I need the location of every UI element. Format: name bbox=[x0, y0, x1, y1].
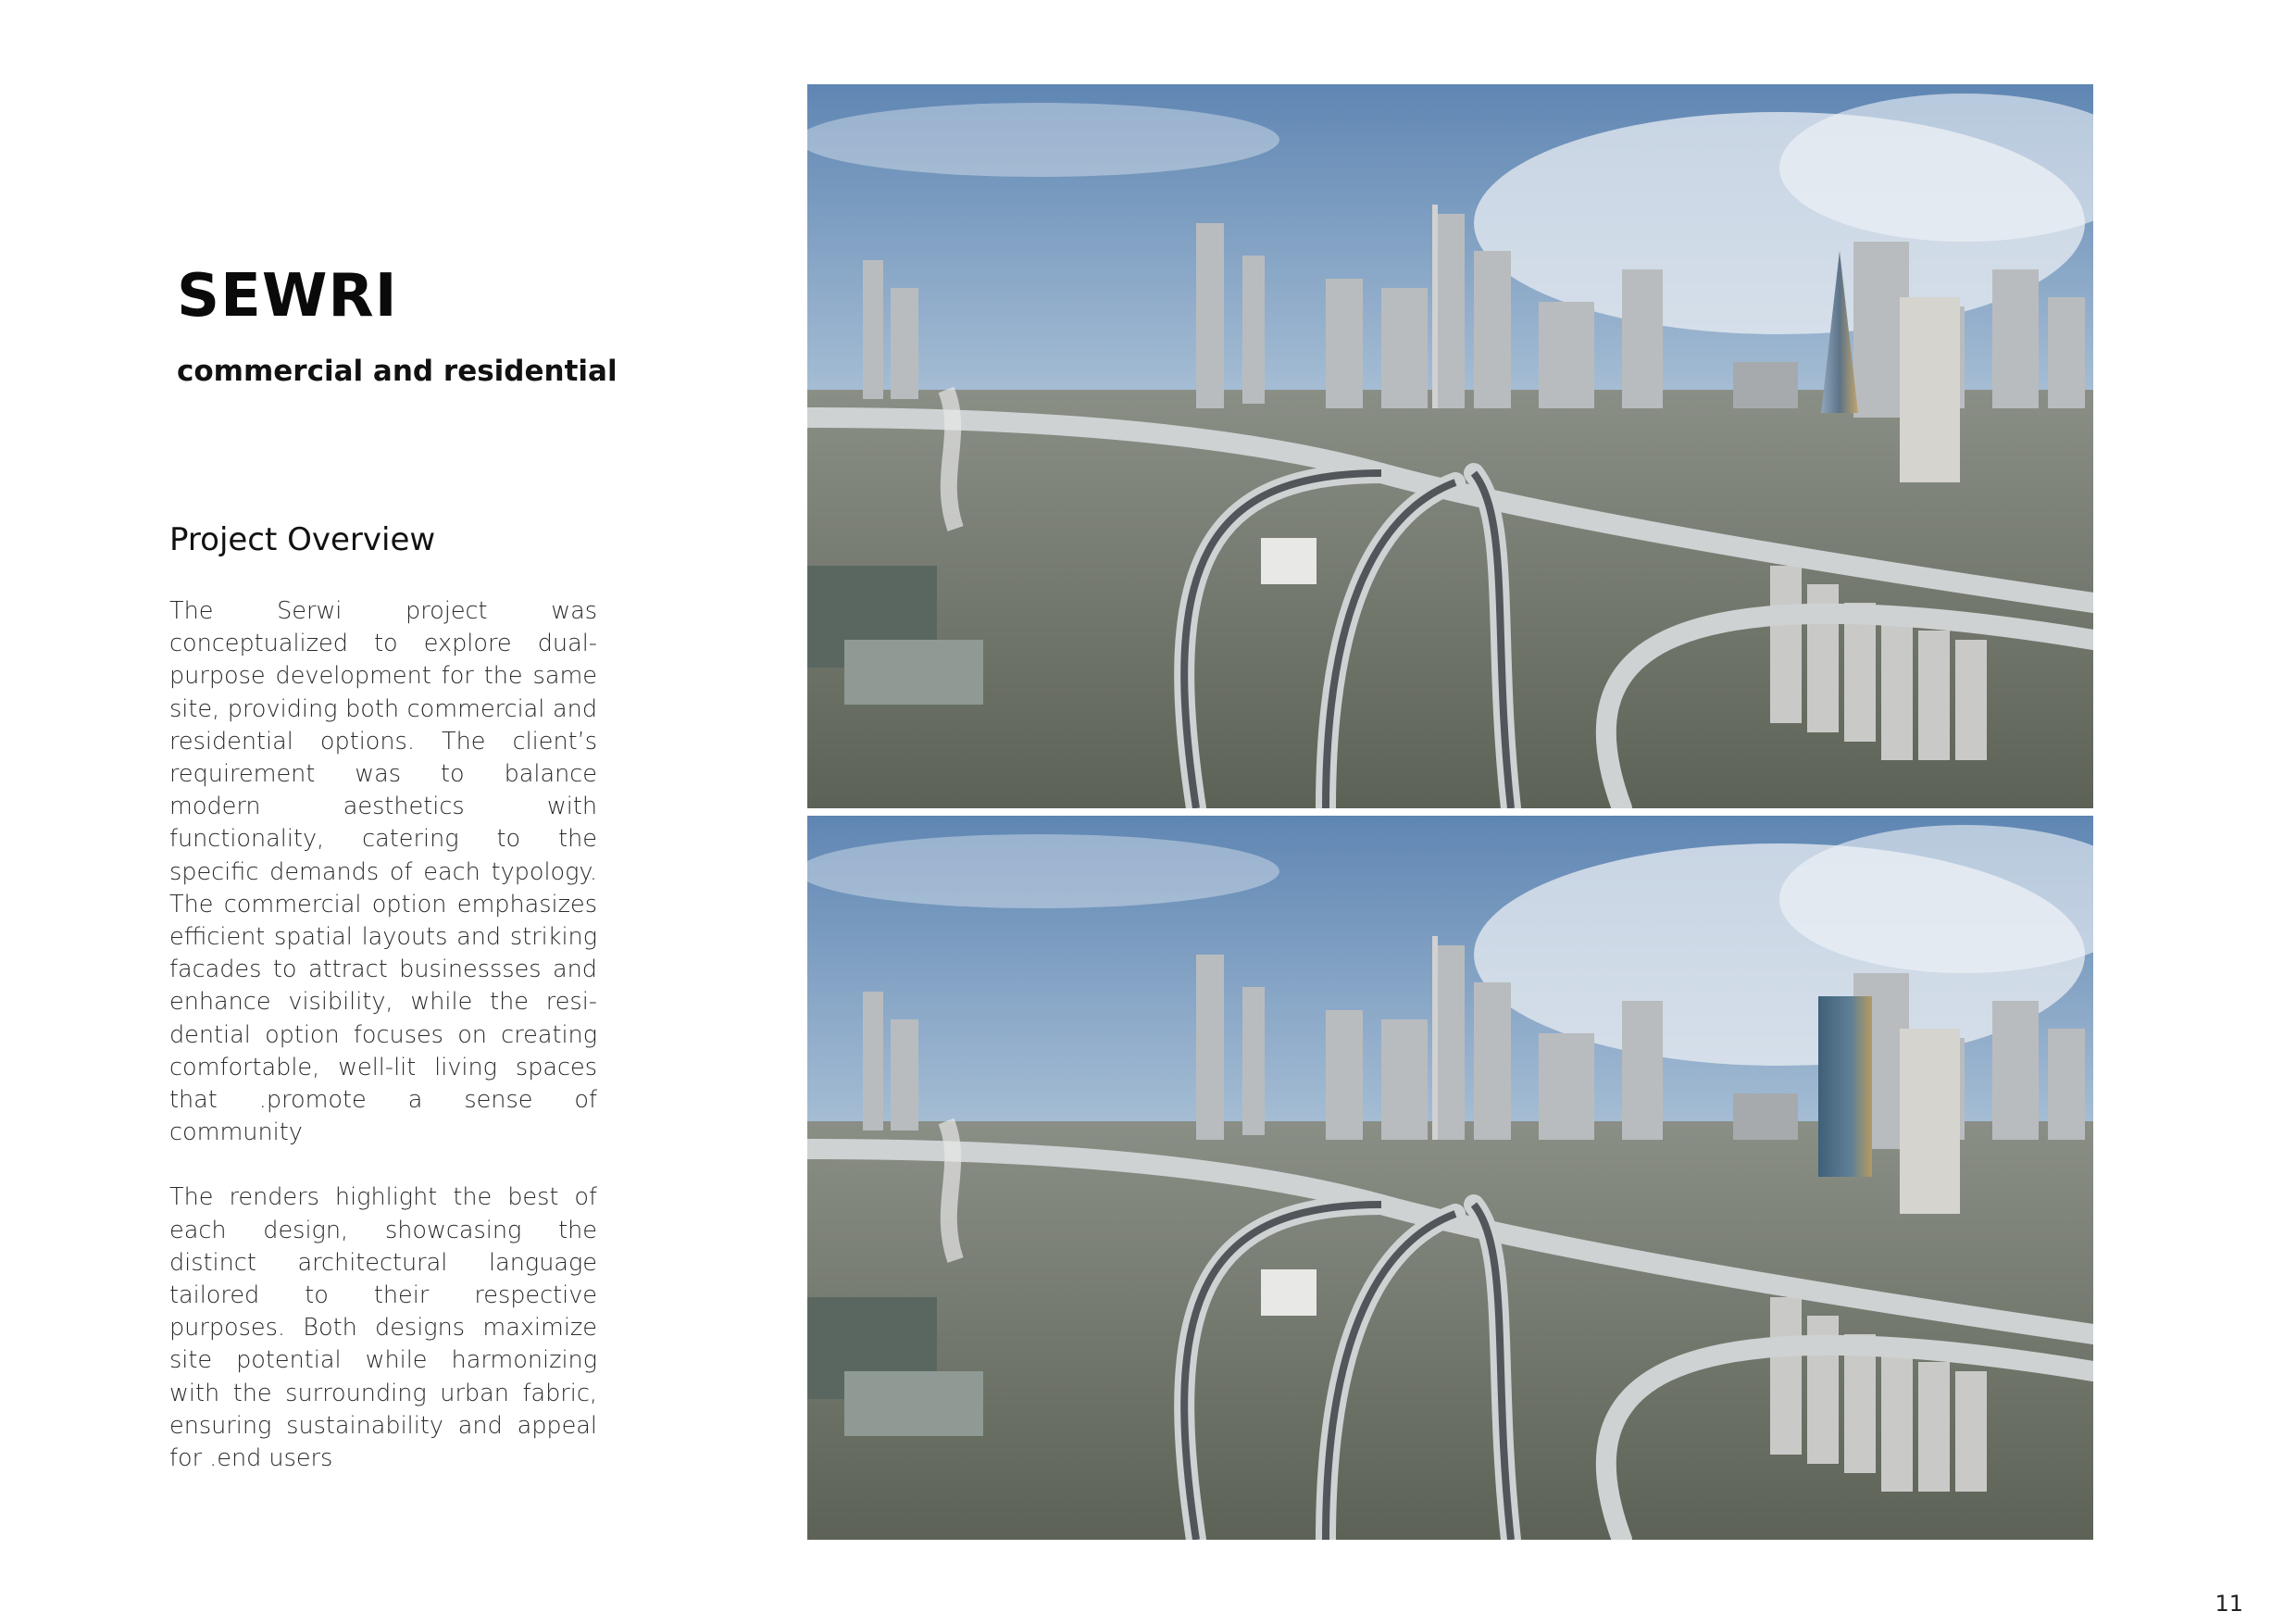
page-subtitle: commercial and residential bbox=[177, 355, 618, 388]
page-title: SEWRI bbox=[177, 262, 398, 331]
residential-render-image bbox=[807, 816, 2093, 1540]
overview-heading: Project Overview bbox=[169, 521, 436, 558]
overview-paragraph-2: The renders highlight the best of each design, showcasing the distinct architectural language tailored to their respective purposes. Both designs maximize site potential while harmonizing with the surrounding urban fabric, ensuring sustainability and appeal for .end users bbox=[169, 1183, 597, 1473]
commercial-render-image bbox=[807, 84, 2093, 808]
overview-body bbox=[169, 595, 597, 1507]
overview-paragraph-1: The Serwi project was conceptualized to explore dual-purpose development for the same site, providing both commercial and residential options. The client’s requirement was to balance modern aesthetics with functionality, catering to the specific demands of each typology. The commercial option emphasizes efficient spatial layouts and striking facades to attract businessses and enhance visibility, while the residential option focuses on creating comfortable, well-lit living spaces that .promote a sense of community bbox=[169, 597, 597, 1147]
page-number: 11 bbox=[2215, 1591, 2243, 1617]
